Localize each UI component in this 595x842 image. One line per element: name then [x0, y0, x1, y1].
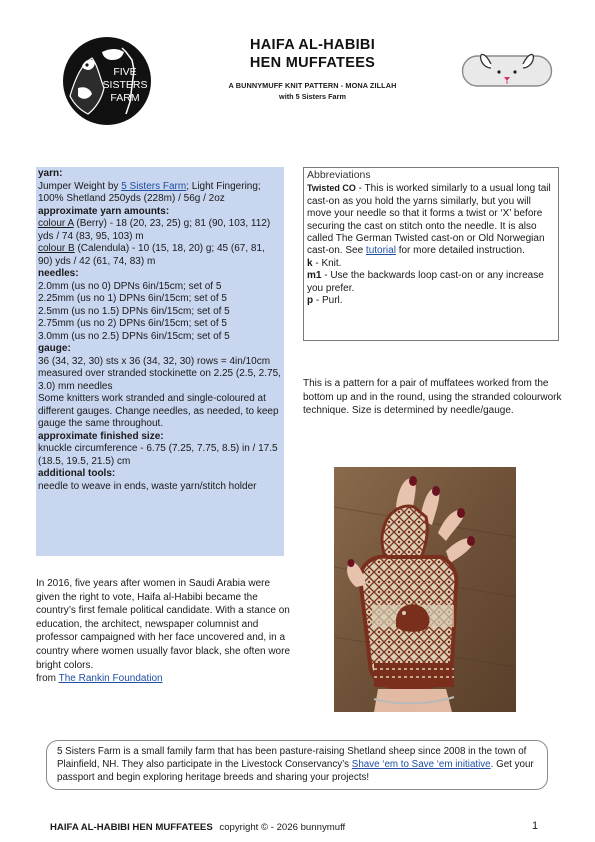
footer-copyright: copyright © - 2026 bunnymuff	[219, 822, 346, 833]
gauge-text: 36 (34, 32, 30) sts x 36 (34, 32, 30) rows = 4in/10cm measured over stranded stockinette on 2.25 (2.5, 2.75, 3.0) mm needles	[38, 355, 281, 392]
size-heading: approximate finished size:	[38, 430, 164, 442]
page-number: 1	[532, 820, 539, 832]
materials-box	[36, 167, 284, 556]
yarn-fibre: 100% Shetland 250yds (228m) / 56g / 2oz	[38, 193, 225, 204]
def-m1: - Use the backwards loop cast-on or any increase you prefer.	[307, 270, 544, 294]
term-p: p	[307, 295, 314, 307]
needle-size: 2.25mm (us no 1) DPNs 6in/15cm; set of 5	[38, 293, 227, 304]
logo-text-line2: SISTERS	[102, 79, 148, 91]
story-from: from	[36, 673, 59, 685]
shave-em-link[interactable]: Shave ‘em to Save ‘em initiative	[351, 758, 491, 770]
gauge-heading: gauge:	[38, 343, 71, 354]
pattern-subtitle: A BUNNYMUFF KNIT PATTERN - MONA ZILLAH	[228, 81, 397, 90]
story-body: In 2016, five years after women in Saudi Arabia were given the right to vote, Haifa al-Habibi became the country’s first female political candidate. With a stance on education, the architect, newspaper columnist and professor campaigned with her face uncovered and, in a country where women usually favor black, she often wore bright colors.	[36, 578, 291, 671]
abbrev-m1	[307, 270, 555, 295]
farm-info-text: 5 Sisters Farm is a small family farm that has been pasture-raising Shetland sheep since 2008 in the town of Plainfield, NH. They also participate in the Livestock Conservancy’s	[57, 746, 527, 770]
muffatees-photo	[334, 467, 516, 712]
colour-a-label: colour A	[38, 218, 74, 229]
footer-title: HAIFA AL-HABIBI HEN MUFFATEES	[50, 822, 213, 833]
bunnymuff-logo	[461, 50, 553, 92]
abbreviations-box	[303, 167, 559, 341]
def-k: - Knit.	[312, 257, 342, 269]
yarn-line	[38, 181, 282, 194]
needle-size: 2.5mm (us no 1.5) DPNs 6in/15cm; set of 5	[38, 305, 230, 317]
colour-b-label: colour B	[38, 243, 75, 254]
needle-size: 3.0mm (us no 2.5) DPNs 6in/15cm; set of 5	[38, 330, 230, 342]
yarn-pre: Jumper Weight by	[38, 180, 122, 192]
title-block	[190, 36, 435, 101]
size-text: knuckle circumference - 6.75 (7.25, 7.75, 8.5) in / 17.5 (18.5, 19.5, 21.5) cm	[38, 443, 278, 467]
pattern-collaborator: with 5 Sisters Farm	[279, 92, 346, 101]
story-text	[36, 577, 291, 686]
abbrev-p	[307, 295, 555, 307]
colour-a-text: (Berry) - 18 (20, 23, 25) g; 81 (90, 103, 112) yds / 74 (83, 95, 103) m	[38, 218, 271, 242]
abbrev-k	[307, 258, 555, 270]
farm-info-post: . Get your passport and begin exploring heritage breeds and sharing your projects!	[57, 758, 534, 783]
footer	[50, 822, 345, 833]
needle-size: 2.0mm (us no 0) DPNs 6in/15cm; set of 5	[38, 280, 222, 292]
term-m1: m1	[307, 270, 322, 282]
abbreviations-title: Abbreviations	[307, 169, 371, 181]
logo-text-line3: FARM	[110, 92, 140, 104]
logo-text-line1: FIVE	[113, 66, 137, 78]
colour-a-amount	[38, 218, 282, 243]
pattern-intro: This is a pattern for a pair of muffatees worked from the bottom up and in the round, using the stranded colourwork technique. Size is determined by needle/gauge.	[303, 378, 562, 416]
yarn-heading: yarn:	[38, 168, 63, 179]
def-twisted-co: - This is worked similarly to a usual long tail cast-on as you hold the yarns similarly, but you will move your needle so that it forms a twist or ‘X’ before securing the cast on stitch onto the needle. It is also called The German Twisted cast-on or Old Norwegian cast-on. See	[307, 183, 551, 257]
five-sisters-farm-link[interactable]: 5 Sisters Farm	[121, 180, 187, 192]
yarn-post: ; Light Fingering;	[186, 180, 261, 192]
needle-size: 2.75mm (us no 2) DPNs 6in/15cm; set of 5	[38, 318, 227, 329]
gauge-note: Some knitters work stranded and single-coloured at different gauges. Change needles, as needed, to keep gauge the same throughout.	[38, 393, 279, 429]
colour-b-amount	[38, 243, 282, 268]
pattern-title-line2: HEN MUFFATEES	[249, 55, 376, 71]
term-k: k	[307, 257, 313, 269]
pattern-title-line1: HAIFA AL-HABIBI	[249, 37, 376, 53]
rankin-foundation-link[interactable]: The Rankin Foundation	[58, 673, 163, 685]
colour-b-text: (Calendula) - 10 (15, 18, 20) g; 45 (67, 81, 90) yds / 42 (61, 74, 83) m	[38, 243, 265, 267]
tools-text: needle to weave in ends, waste yarn/stitch holder	[38, 480, 257, 492]
abbrev-twisted-co	[307, 182, 555, 257]
farm-info-box	[46, 740, 548, 790]
tutorial-link[interactable]: tutorial	[365, 245, 396, 257]
term-twisted-co: Twisted CO	[307, 183, 356, 194]
def-p: - Purl.	[313, 295, 343, 307]
five-sisters-farm-logo	[62, 36, 152, 126]
needles-heading: needles:	[38, 268, 79, 279]
tools-heading: additional tools:	[38, 468, 116, 479]
amounts-heading: approximate yarn amounts:	[38, 205, 170, 217]
def-twisted-co-post: for more detailed instruction.	[395, 245, 525, 257]
